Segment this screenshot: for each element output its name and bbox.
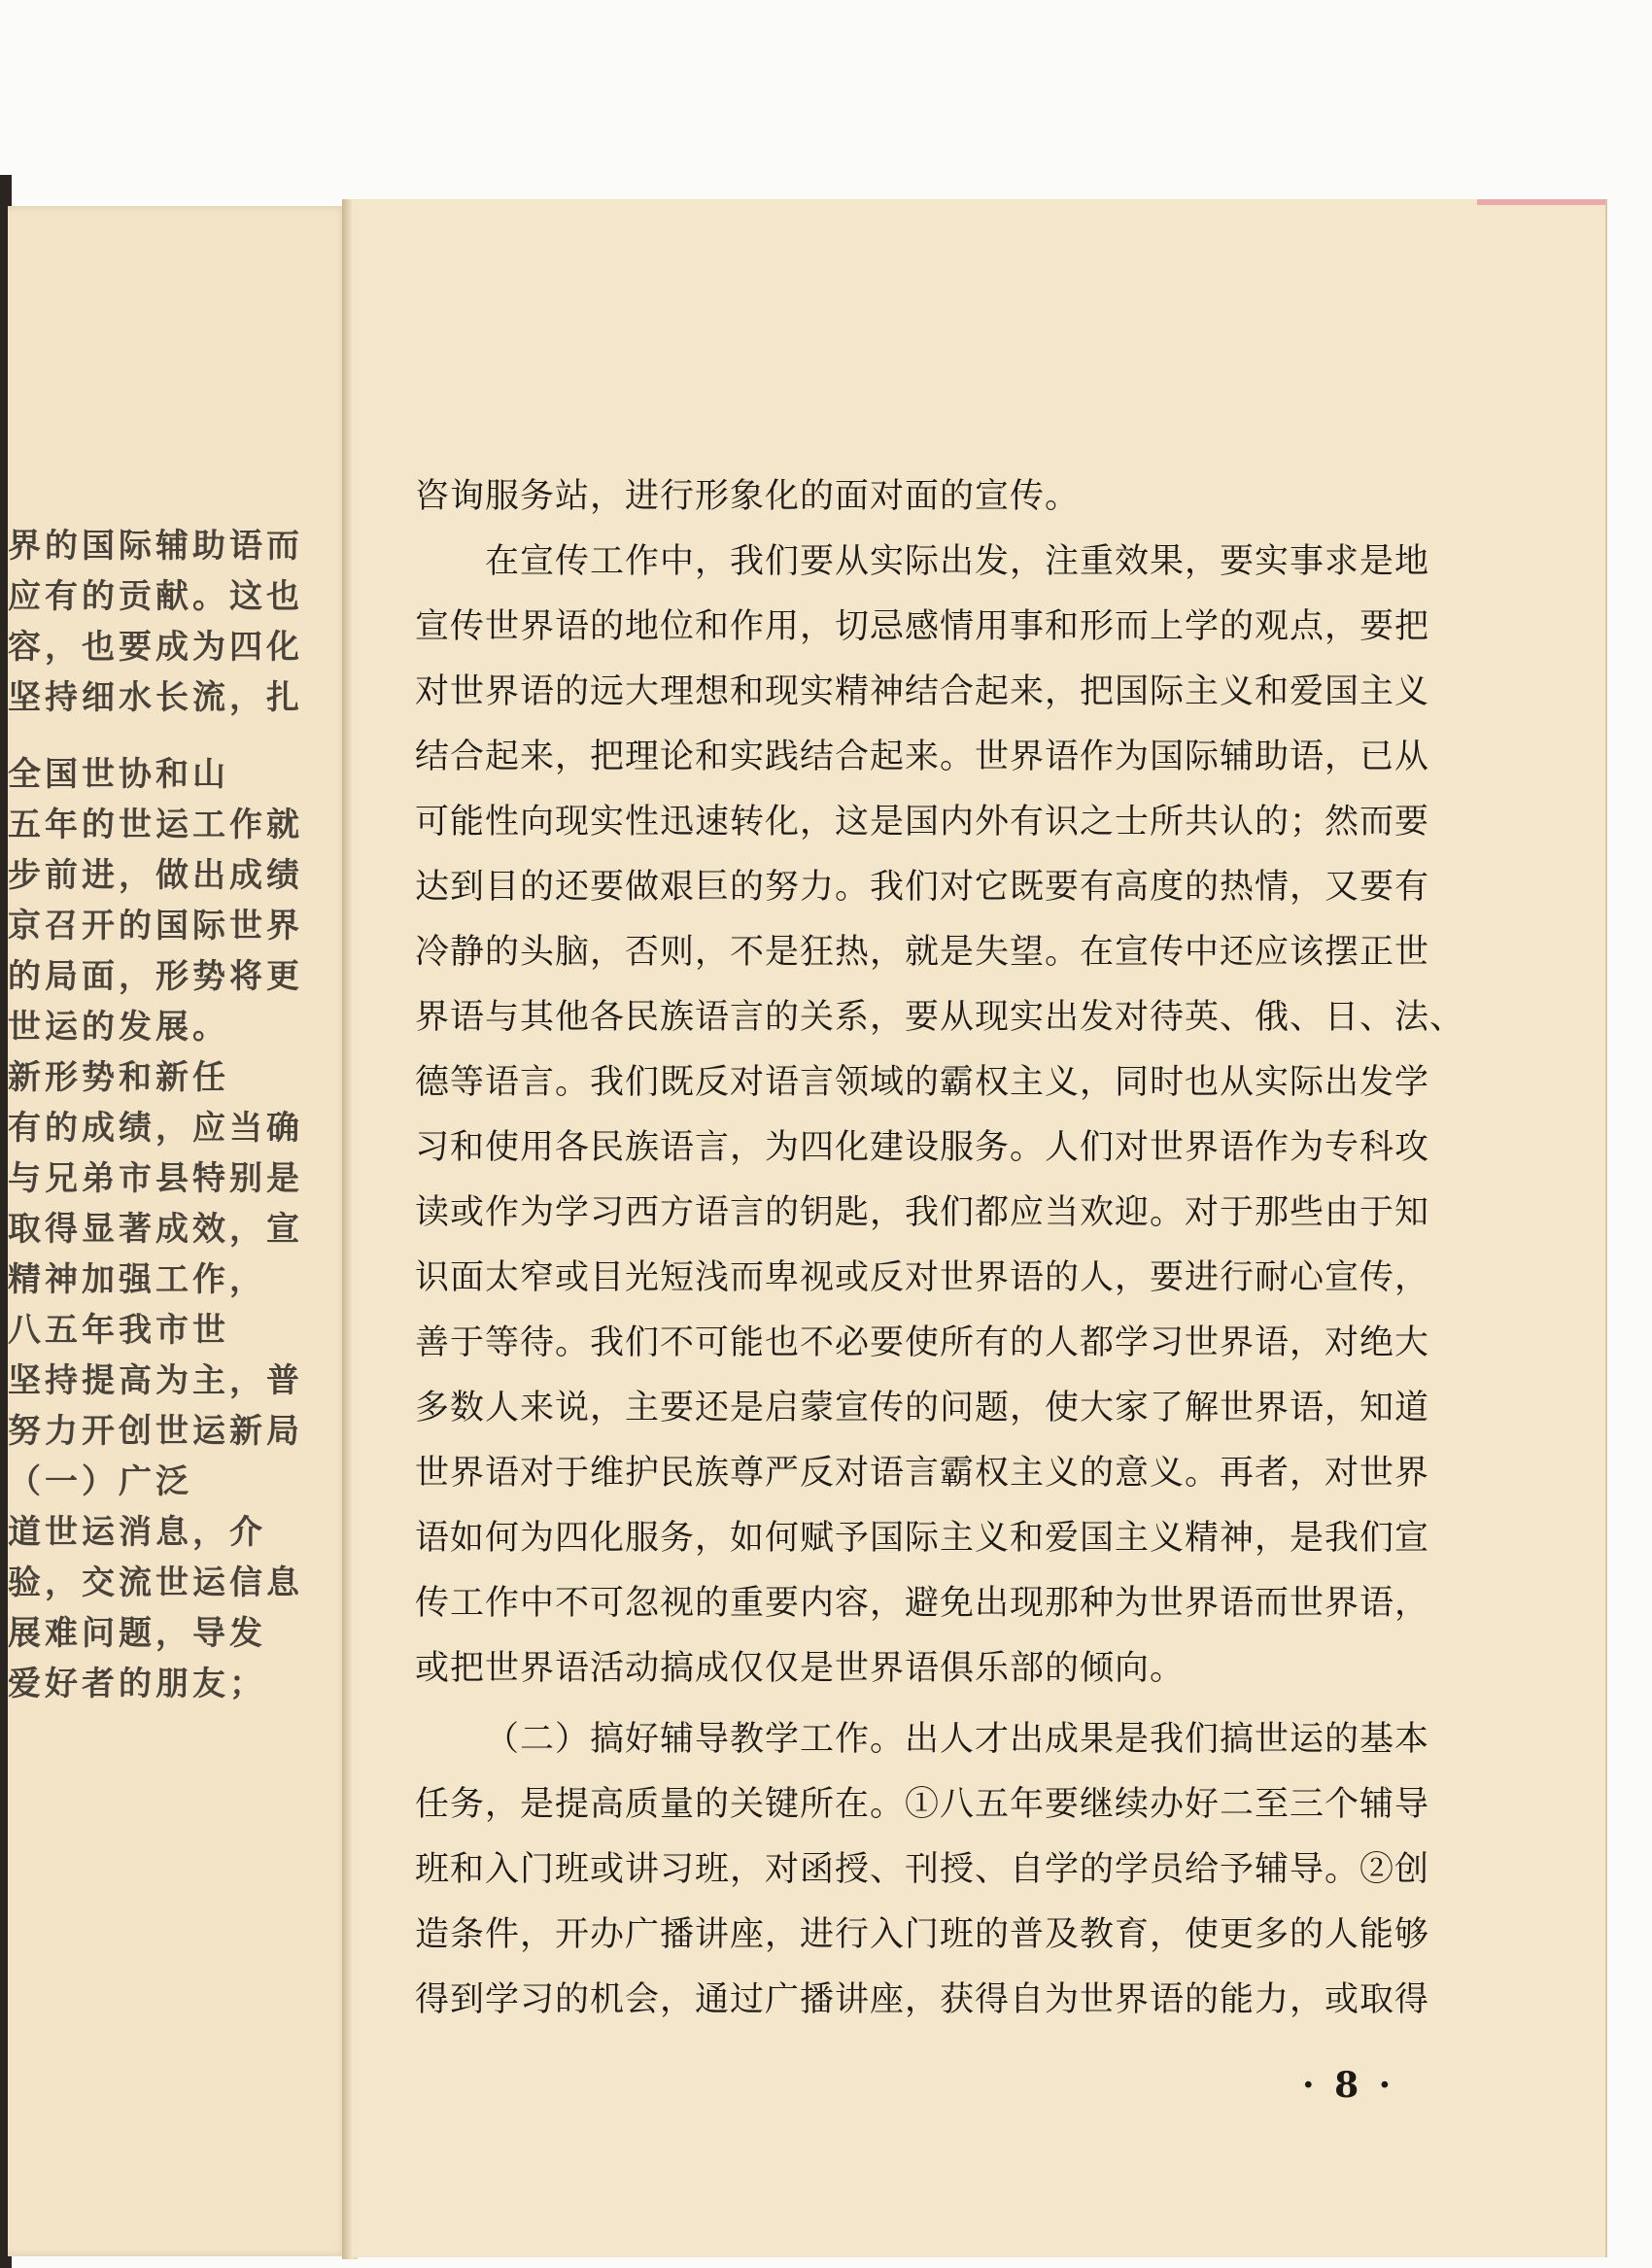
- left-page-line: 坚持细水长流，扎: [8, 678, 303, 717]
- paragraph-first-line: 在宣传工作中，我们要从实际出发，注重效果，要实事求是地: [485, 542, 1430, 581]
- left-page-line: 爱好者的朋友；: [8, 1665, 266, 1703]
- text-line: 世界语对于维护民族尊严反对语言霸权主义的意义。再者，对世界: [415, 1454, 1430, 1493]
- text-line: 达到目的还要做艰巨的努力。我们对它既要有高度的热情，又要有: [415, 868, 1430, 907]
- text-line: 读或作为学习西方语言的钥匙，我们都应当欢迎。对于那些由于知: [415, 1193, 1430, 1232]
- left-page-line: 世运的发展。: [8, 1008, 229, 1047]
- page-number: · 8 ·: [1302, 2065, 1395, 2106]
- text-line: 识面太窄或目光短浅而卑视或反对世界语的人，要进行耐心宣传，: [415, 1258, 1430, 1297]
- text-line: 界语与其他各民族语言的关系，要从现实出发对待英、俄、日、法、: [415, 998, 1465, 1037]
- left-page-line: 取得显著成效，宣: [8, 1210, 303, 1249]
- text-line: 冷静的头脑，否则，不是狂热，就是失望。在宣传中还应该摆正世: [415, 933, 1430, 972]
- text-line: 传工作中不可忽视的重要内容，避免出现那种为世界语而世界语，: [415, 1584, 1430, 1623]
- text-line: 宣传世界语的地位和作用，切忌感情用事和形而上学的观点，要把: [415, 607, 1430, 646]
- left-page-line: 应有的贡献。这也: [8, 577, 303, 616]
- main-text-body: [415, 464, 1465, 2033]
- left-page-fragment: [8, 206, 350, 2256]
- left-page-line: 五年的世运工作就: [8, 806, 303, 844]
- left-page-line: 与兄弟市县特别是: [8, 1159, 303, 1198]
- left-page-line: （一）广泛: [8, 1462, 192, 1501]
- text-line: 多数人来说，主要还是启蒙宣传的问题，使大家了解世界语，知道: [415, 1389, 1430, 1427]
- left-page-line: 道世运消息，介: [8, 1513, 266, 1552]
- text-line: 可能性向现实性迅速转化，这是国内外有识之士所共认的；然而要: [415, 803, 1430, 842]
- left-page-line: 步前进，做出成绩: [8, 856, 303, 895]
- left-page-line: 容，也要成为四化: [8, 628, 303, 667]
- left-page-line: 精神加强工作，: [8, 1260, 266, 1299]
- text-line: 咨询服务站，进行形象化的面对面的宣传。: [415, 477, 1081, 516]
- text-line: 结合起来，把理论和实践结合起来。世界语作为国际辅助语，已从: [415, 738, 1430, 776]
- text-line: 造条件，开办广播讲座，进行入门班的普及教育，使更多的人能够: [415, 1915, 1430, 1954]
- left-page-line: 的局面，形势将更: [8, 957, 303, 996]
- text-line: 习和使用各民族语言，为四化建设服务。人们对世界语作为专科攻: [415, 1128, 1430, 1167]
- paragraph-first-line: （二）搞好辅导教学工作。出人才出成果是我们搞世运的基本: [485, 1720, 1430, 1759]
- text-line: 善于等待。我们不可能也不必要使所有的人都学习世界语，对绝大: [415, 1323, 1430, 1362]
- text-line: 或把世界语活动搞成仅仅是世界语俱乐部的倾向。: [415, 1649, 1186, 1688]
- left-page-line: 新形势和新任: [8, 1058, 229, 1097]
- left-page-line: 八五年我市世: [8, 1311, 229, 1350]
- left-page-line: 展难问题，导发: [8, 1614, 266, 1653]
- left-page-line: 坚持提高为主，普: [8, 1361, 303, 1400]
- left-page-line: 有的成绩，应当确: [8, 1109, 303, 1148]
- text-line: 任务，是提高质量的关键所在。①八五年要继续办好二至三个辅导: [415, 1785, 1430, 1824]
- text-line: 班和入门班或讲习班，对函授、刊授、自学的学员给予辅导。②创: [415, 1850, 1430, 1889]
- left-page-line: 界的国际辅助语而: [8, 527, 303, 566]
- left-page-line: 验，交流世运信息: [8, 1564, 303, 1602]
- text-line: 德等语言。我们既反对语言领域的霸权主义，同时也从实际出发学: [415, 1063, 1430, 1102]
- left-page-line: 努力开创世运新局: [8, 1412, 303, 1451]
- text-line: 得到学习的机会，通过广播讲座，获得自为世界语的能力，或取得: [415, 1980, 1430, 2019]
- page-edge-tint: [1477, 199, 1605, 205]
- text-line: 语如何为四化服务，如何赋予国际主义和爱国主义精神，是我们宣: [415, 1519, 1430, 1558]
- left-page-line: 京召开的国际世界: [8, 907, 303, 945]
- left-page-line: 全国世协和山: [8, 755, 229, 794]
- text-line: 对世界语的远大理想和现实精神结合起来，把国际主义和爱国主义: [415, 672, 1430, 711]
